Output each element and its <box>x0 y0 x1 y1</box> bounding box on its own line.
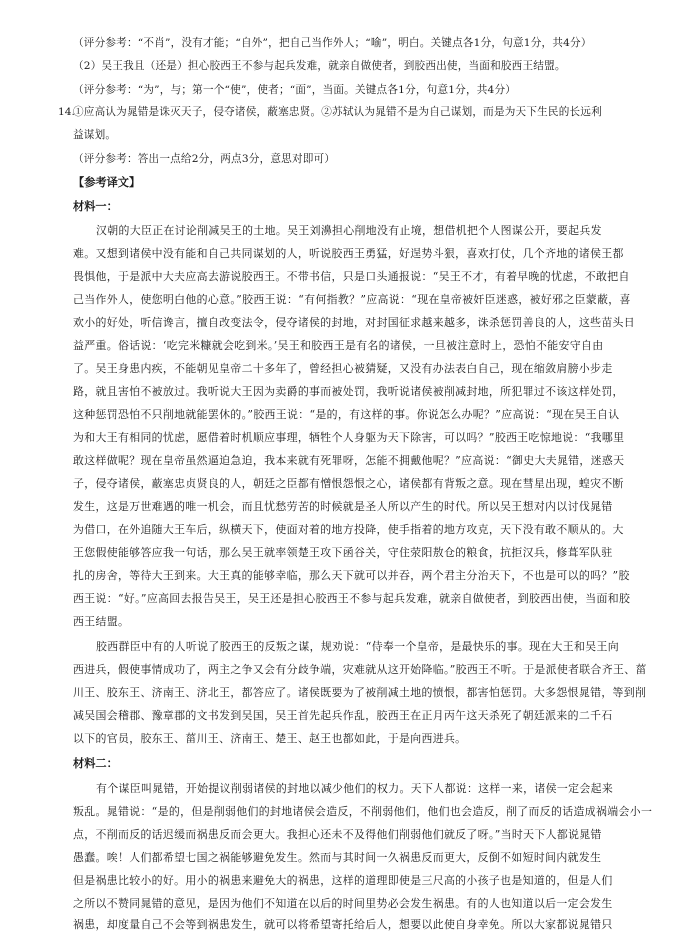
text-line: 叛乱。晁错说：“是的，但是削弱他们的封地诸侯会造反，不削弱他们，他们也会造反，削了而反的话造成祸端会小一 <box>73 805 653 818</box>
text-line: 之所以不赞同晁错的意见，是因为他们不知道在以后的时间里势必会发生祸患。有的人也知道以后一定会发生 <box>73 897 613 910</box>
answer-2: （2）吴王我且（还是）担心胶西王不参与起兵发难，就亲自做使者，到胶西出使，当面和胶西王结盟。 <box>73 60 566 72</box>
text-line: 己当作外人，使您明白他的心意。”胶西王说：“有何指教？”应高说：“现在皇帝被奸臣迷惑，被好邪之臣蒙蔽，喜 <box>73 293 631 306</box>
text-line: 有个谋臣叫晁错，开始提议削弱诸侯的封地以减少他们的权力。天下人都说：这样一来，诸侯一定会起来 <box>96 782 614 795</box>
text-line: 欢小的好处，听信谗言，擅自改变法令，侵夺诸侯的封地，对封国征求越来越多，诛杀惩罚善良的人，这些苗头日 <box>73 316 636 329</box>
text-line: 点，不削而反的话迟缓而祸患反而会更大。我担心还未不及得他们削弱他们就反了呀。”当时天下人都说晁错 <box>73 828 602 841</box>
text-line: 以下的官员，胶东王、菑川王、济南王、楚王、赵王也都如此，于是向西进兵。 <box>73 732 467 745</box>
text-line: 西进兵，假使事情成功了，两主之争又会有分歧争端，灾难就从这开始降临。”胶西王不听。于是派使者联合齐王、菑 <box>73 663 647 676</box>
scoring-note-2: （评分参考：“为”，与；第一个“使”，使者；“面”，当面。关键点各1分，句意1分，共4分） <box>73 84 517 96</box>
question-number: 14. <box>58 106 75 118</box>
text-line: 这种惩罚恐怕不只削地就能罢休的。”胶西王说：“是的，有这样的事。你说怎么办呢？”应高说：“现在吴王自认 <box>73 408 620 421</box>
text-line: 减吴国会稽郡、豫章郡的文书发到吴国，吴王首先起兵作乱，胶西王在正月丙午这天杀死了朝廷派来的二千石 <box>73 709 613 722</box>
text-line: 畏惧他，于是派中大夫应高去游说胶西王。不带书信，只是口头通报说：“吴王不才，有着早晚的忧虑，不敢把自 <box>73 270 630 283</box>
scoring-note-1: （评分参考：“不肖”，没有才能；“自外”，把自己当作外人；“喻”，明白。关键点各1分，句意1分，共4分） <box>73 37 592 49</box>
text-line: 路，就且害怕不被放过。我听说大王因为卖爵的事而被处罚，我听说诸侯被削减封地，所犯罪过不该这样处罚， <box>73 385 624 398</box>
material-1-heading: 材料一： <box>73 200 118 213</box>
text-line: 益严重。俗话说：‘吃完米糠就会吃到米。’吴王和胶西王是有名的诸侯，一旦被注意时上，恐怕不能安守自由 <box>73 339 604 352</box>
text-line: 但是祸患比较小的好。用小的祸患来避免大的祸患，这样的道理即使是三尺高的小孩子也是知道的，但是人们 <box>73 874 613 887</box>
text-line: 难。又想到诸侯中没有能和自己共同谋划的人，听说胶西王勇猛，好逞势斗狠，喜欢打仗，几个齐地的诸侯王都 <box>73 247 624 260</box>
text-line: 胶西群臣中有的人听说了胶西王的反叛之谋，规劝说：“侍奉一个皇帝，是最快乐的事。现在大王和吴王向 <box>96 640 619 653</box>
text-line: 为和大王有相同的忧虑，愿借着时机顺应事理，牺牲个人身躯为天下除害，可以吗？”胶西王吃惊地说：“我哪里 <box>73 431 625 444</box>
text-line: 子，侵夺诸侯，蔽塞忠贞贤良的人，朝廷之臣都有憎恨怨恨之心，诸侯都有背叛之意。现在彗星出现，蝗灾不断 <box>73 477 624 490</box>
text-line: 王您假使能够答应我一句话，那么吴王就率领楚王攻下函谷关，守住荥阳敖仓的粮食，抗拒汉兵，修葺军队驻 <box>73 546 613 559</box>
reference-translation-heading: 【参考译文】 <box>73 176 141 189</box>
text-line: 敢这样做呢？现在皇帝虽然逼迫急迫，我本来就有死罪呀，怎能不拥戴他呢？”应高说：“御史大夫晁错，迷惑天 <box>73 454 625 467</box>
text-line: 了。吴王身患内疾，不能朝见皇帝二十多年了，曾经担心被猜疑，又没有办法表白自己，现在缩敛肩膀小步走 <box>73 362 613 375</box>
text-line: 发生，这是万世难遇的唯一机会，而且忧愁劳苦的时候就是圣人所以产生的时代。所以吴王想对内以讨伐晁错 <box>73 500 613 513</box>
answer-14-line-2: 益谋划。 <box>73 129 117 141</box>
text-line: 祸患，却度量自己不会等到祸患发生，就可以将希望寄托给后人，想要以此使自身幸免。所以大家都说晁错只 <box>73 918 613 931</box>
text-line: 扎的房舍，等待大王到来。大王真的能够幸临，那么天下就可以并吞，两个君主分治天下，不也是可以的吗？”胶 <box>73 569 630 582</box>
material-2-heading: 材料二： <box>73 757 118 770</box>
text-line: 西王结盟。 <box>73 615 130 628</box>
scoring-note-3: （评分参考：答出一点给2分，两点3分，意思对即可） <box>73 153 336 165</box>
text-line: 西王说：“好。”应高回去报告吴王，吴王还是担心胶西王不参与起兵发难，就亲自做使者，到胶西出使，当面和胶 <box>73 592 631 605</box>
text-line: 川王、胶东王、济南王、济北王，都答应了。诸侯既要为了被削减土地的愤恨，都害怕惩罚。大多怨恨晁错，等到削 <box>73 686 647 699</box>
text-line: 汉朝的大臣正在讨论削减吴王的土地。吴王刘濞担心削地没有止境，想借机把个人图谋公开，要起兵发 <box>96 224 602 237</box>
answer-14-line-1: ①应高认为晁错是诛灭天子，侵夺诸侯，蔽塞忠贤。②苏轼认为晁错不是为自己谋划，而是为天下生民的长远利 <box>73 106 602 118</box>
text-line: 为借口，在外追随大王车后，纵横天下，使面对着的地方投降，使手指着的地方攻克，天下没有敢不顺从的。大 <box>73 523 624 536</box>
text-line: 愚蠢。唉！人们都希望七国之祸能够避免发生。然而与其时间一久祸患反而更大，反倒不如短时间内就发生 <box>73 851 602 864</box>
